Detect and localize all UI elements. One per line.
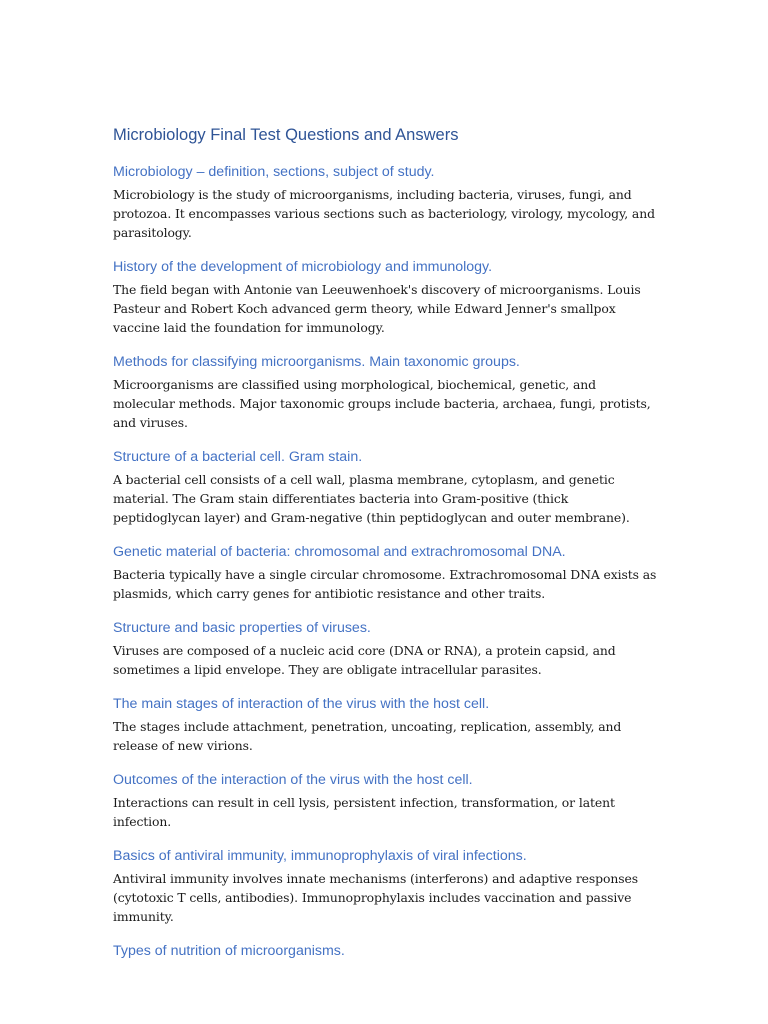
section-heading: Methods for classifying microorganisms. Main taxonomic groups. [113, 354, 520, 370]
section-heading: The main stages of interaction of the virus with the host cell. [113, 696, 490, 712]
section-history [113, 257, 658, 337]
section-body: Antiviral immunity involves innate mechanisms (interferons) and adaptive responses (cytotoxic T cells, antibodies). Immunoprophylaxis includes vaccination and passive immunity. [113, 871, 638, 924]
section-heading: Types of nutrition of microorganisms. [113, 943, 345, 959]
section-body: A bacterial cell consists of a cell wall, plasma membrane, cytoplasm, and genetic material. The Gram stain differentiates bacteria into Gram-positive (thick peptidoglycan layer) and Gram-negative (thin peptidoglycan and outer membrane). [113, 472, 630, 525]
section-viruses [113, 618, 658, 679]
section-heading: Basics of antiviral immunity, immunoprophylaxis of viral infections. [113, 848, 527, 864]
section-genetic-material [113, 542, 658, 603]
section-heading: Structure of a bacterial cell. Gram stain. [113, 449, 363, 465]
section-nutrition [113, 941, 658, 961]
section-heading: Outcomes of the interaction of the virus with the host cell. [113, 772, 473, 788]
section-body: Interactions can result in cell lysis, persistent infection, transformation, or latent infection. [113, 795, 615, 829]
section-virus-outcomes [113, 770, 658, 831]
document-title: Microbiology Final Test Questions and Answers [113, 126, 459, 144]
section-body: The stages include attachment, penetration, uncoating, replication, assembly, and release of new virions. [113, 719, 622, 753]
section-heading: Microbiology – definition, sections, subject of study. [113, 164, 435, 180]
section-heading: History of the development of microbiology and immunology. [113, 259, 493, 275]
document-page [113, 124, 658, 976]
section-body: Viruses are composed of a nucleic acid core (DNA or RNA), a protein capsid, and sometimes a lipid envelope. They are obligate intracellular parasites. [113, 643, 616, 677]
section-bacterial-cell [113, 447, 658, 527]
section-antiviral-immunity [113, 846, 658, 926]
section-virus-stages [113, 694, 658, 755]
section-body: The field began with Antonie van Leeuwenhoek's discovery of microorganisms. Louis Pasteur and Robert Koch advanced germ theory, while Edward Jenner's smallpox vaccine laid the foundation for immunology. [113, 282, 641, 335]
section-body: Microorganisms are classified using morphological, biochemical, genetic, and molecular methods. Major taxonomic groups include bacteria, archaea, fungi, protists, and viruses. [113, 377, 651, 430]
section-definition [113, 162, 658, 242]
section-classification [113, 352, 658, 432]
section-heading: Structure and basic properties of viruses. [113, 620, 371, 636]
section-body: Microbiology is the study of microorganisms, including bacteria, viruses, fungi, and protozoa. It encompasses various sections such as bacteriology, virology, mycology, and parasitology. [113, 187, 655, 240]
section-body: Bacteria typically have a single circular chromosome. Extrachromosomal DNA exists as plasmids, which carry genes for antibiotic resistance and other traits. [113, 567, 657, 601]
section-heading: Genetic material of bacteria: chromosomal and extrachromosomal DNA. [113, 544, 566, 560]
